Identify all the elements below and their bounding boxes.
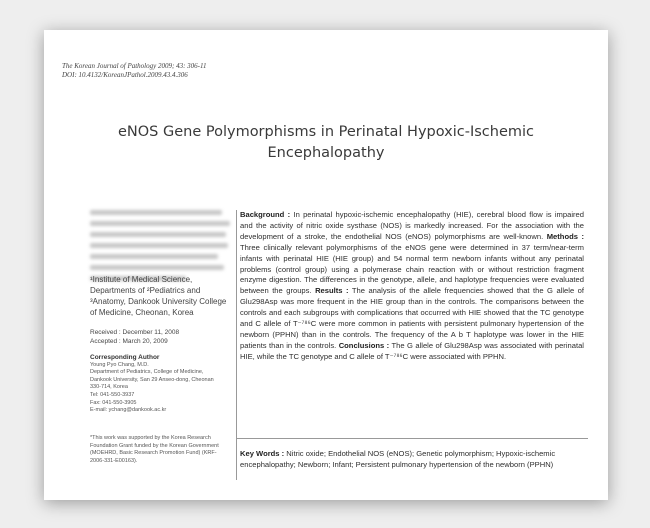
affiliation-line: ³Anatomy, Dankook University College bbox=[90, 297, 227, 306]
corresponding-fax: Fax: 041-550-3905 bbox=[90, 399, 137, 406]
funding-line: (MOEHRD, Basic Research Promotion Fund) (KRF- bbox=[90, 450, 217, 457]
column-divider bbox=[236, 210, 237, 480]
corresponding-postal: 330-714, Korea bbox=[90, 384, 128, 391]
funding-line: Foundation Grant funded by the Korean Government bbox=[90, 442, 219, 449]
results-label: Results : bbox=[315, 286, 349, 296]
keywords-text: Nitric oxide; Endothelial NOS (eNOS); Genetic polymorphism; Hypoxic-ischemic encephalopathy; Newborn; Infant; Persistent pulmonary hypertension of the newborn (PPHN) bbox=[240, 449, 556, 469]
paper-page bbox=[44, 30, 608, 500]
affiliations bbox=[90, 274, 240, 318]
background-label: Background : bbox=[240, 210, 291, 219]
article-dates bbox=[90, 328, 240, 346]
article-title bbox=[44, 122, 608, 164]
corresponding-name: Young Pyo Chang, M.D. bbox=[90, 361, 149, 368]
keywords bbox=[240, 449, 584, 471]
accepted-date: Accepted : March 20, 2009 bbox=[90, 338, 168, 345]
corresponding-tel: Tel: 041-550-3937 bbox=[90, 391, 135, 398]
journal-doi: DOI: 10.4132/KoreanJPathol.2009.43.4.306 bbox=[62, 71, 188, 79]
funding-line: *This work was supported by the Korea Research bbox=[90, 435, 211, 441]
journal-citation: The Korean Journal of Pathology 2009; 43: 306-11 bbox=[62, 62, 207, 70]
corresponding-dept: Department of Pediatrics, College of Medicine, bbox=[90, 369, 204, 376]
keywords-divider bbox=[236, 438, 588, 439]
affiliation-line: ¹Institute of Medical Science, bbox=[90, 275, 193, 284]
methods-text: Three clinically relevant polymorphisms of the eNOS gene were determined in 37 term/near-term infants with perinatal HIE (HIE group) and 54 normal term newborn infants without any perinatal problems (control group) using a polymerase chain reaction with or without restriction fragment enzyme digestion. The differences in the genotype, allele, and haplotype frequencies were evaluated between the groups. bbox=[240, 242, 584, 296]
affiliation-line: Departments of ²Pediatrics and bbox=[90, 286, 201, 295]
keywords-label: Key Words : bbox=[240, 449, 285, 458]
conclusions-label: Conclusions : bbox=[338, 340, 390, 350]
article-title-line2: Encephalopathy bbox=[267, 145, 385, 161]
received-date: Received : December 11, 2008 bbox=[90, 329, 180, 336]
results-text: The analysis of the allele frequencies showed that the G allele of Glu298Asp was more frequent in the HIE group than in the controls. The comparisons between the controls and each subgroups with complications that occurred with HIE showed that the TC genotype and C allele of T⁻⁷⁸⁶C were more common in patients with persistent pulmonary hypertension of the newborn (PPHN) than in the controls. The frequency of the A b T haplotype was lower in the HIE patients than in the controls. bbox=[240, 286, 584, 350]
affiliation-line: of Medicine, Cheonan, Korea bbox=[90, 308, 194, 317]
funding-line: 2006-331-E00163). bbox=[90, 457, 138, 464]
corresponding-author bbox=[90, 354, 240, 415]
funding-note bbox=[90, 435, 240, 465]
background-text: In perinatal hypoxic-ischemic encephalopathy (HIE), cerebral blood flow is impaired and the activity of nitric oxide systhase (NOS) is markedly increased. For the association with the development of a stroke, the endothelial NOS (eNOS) polymorphisms are well-known. bbox=[240, 210, 584, 241]
article-title-line1: eNOS Gene Polymorphisms in Perinatal Hypoxic-Ischemic bbox=[117, 124, 535, 140]
methods-label: Methods : bbox=[546, 231, 584, 241]
corresponding-heading: Corresponding Author bbox=[90, 354, 160, 361]
abstract bbox=[240, 210, 584, 363]
corresponding-email: E-mail: ychang@dankook.ac.kr bbox=[90, 407, 167, 414]
journal-header bbox=[62, 62, 206, 80]
conclusions-text: The G allele of Glu298Asp was associated with perinatal HIE, while the TC genotype and C allele of T⁻⁷⁸⁶C were associated with PPHN. bbox=[240, 340, 584, 361]
corresponding-univ: Dankook University, San 29 Anseo-dong, Cheonan bbox=[90, 376, 214, 383]
